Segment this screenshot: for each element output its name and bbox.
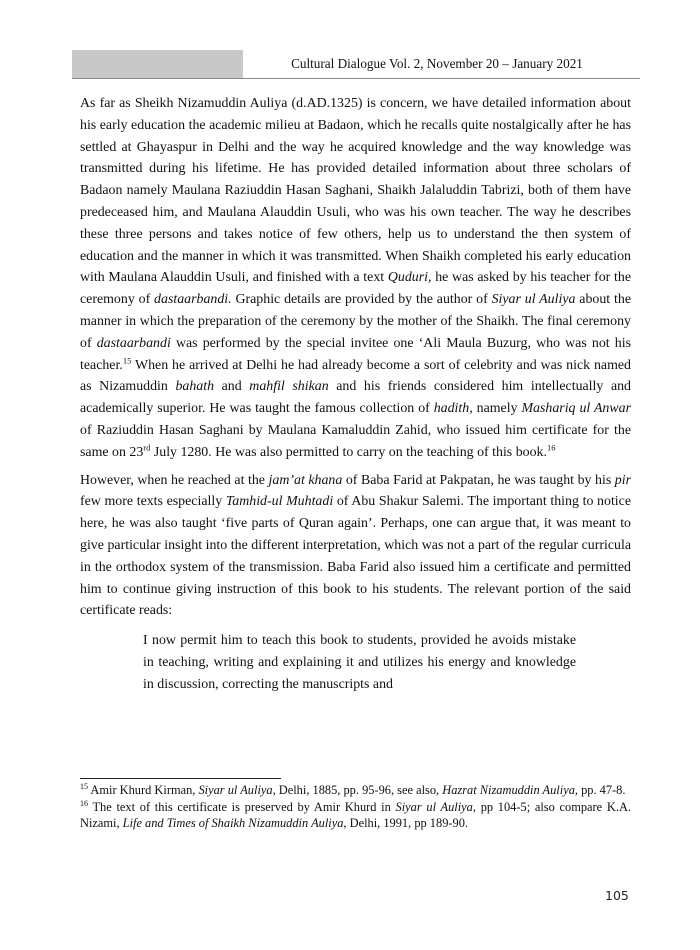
header-rule: [72, 78, 640, 79]
italic-term: bahath: [175, 379, 215, 395]
text-run: of Abu Shakur Salemi. The important thing to notice here, he was also taught ‘five parts of Quran again’. Perhaps, one can argue that, it was meant to give particular insight into the different interpretation, which was not a part of the regular curricula in the orthodox system of the transmission. Baba Farid also issued him a certificate and permitted him to continue giving instruction of this book to his students. The relevant portion of the said certificate reads:: [80, 494, 632, 619]
text-run: he was asked by his teacher for the ceremony of: [80, 270, 632, 308]
note-ref: 15: [80, 781, 88, 791]
footnote-separator: [80, 778, 281, 779]
page-number: 105: [605, 888, 629, 903]
footnote: [80, 783, 631, 798]
text-run: pp. 47-8.: [577, 783, 626, 797]
header-grey-block: [72, 50, 243, 78]
text-run: and: [214, 379, 250, 395]
running-header: Cultural Dialogue Vol. 2, November 20 – January 2021: [291, 56, 583, 71]
text-run: of Raziuddin Hasan Saghani by Maulana Kamaluddin Zahid, who issued him certificate for the same on 23: [80, 422, 631, 460]
italic-term: Siyar ul Auliya,: [198, 783, 276, 797]
text-run: Delhi, 1885, pp. 95-96, see also,: [275, 783, 443, 797]
text-run: Graphic details are provided by the author of: [231, 292, 492, 308]
italic-term: pir: [614, 472, 631, 488]
italic-term: hadith,: [433, 401, 473, 417]
text-run: When he arrived at Delhi he had already become a sort of celebrity and was nick named as Nizamuddin: [80, 357, 631, 395]
text-run: , pp 104-5; also compare K.A. Nizami,: [80, 800, 631, 830]
italic-term: Siyar ul Auliya: [491, 292, 576, 308]
body-paragraph: [80, 93, 631, 464]
italic-term: dastaarbandi.: [154, 292, 232, 308]
text-run: and his friends considered him intellectually and academically superior. He was taught the famous collection of: [80, 379, 631, 417]
text-run: , Delhi, 1991, pp 189-90.: [343, 815, 469, 830]
footnote: [80, 800, 631, 831]
italic-term: mahfil shikan: [249, 379, 329, 395]
note-ref: 15: [122, 354, 132, 365]
text-run: July 1280. He was also permitted to carry on the teaching of this book.: [150, 444, 547, 460]
italic-term: Siyar ul Auliya: [395, 800, 473, 815]
italic-term: Tamhid-ul Muhtadi: [225, 494, 334, 510]
text-run: namely: [472, 401, 522, 417]
note-ref: 16: [80, 799, 88, 809]
italic-term: Quduri,: [387, 270, 432, 286]
text-run: The text of this certificate is preserved by Amir Khurd in: [88, 800, 396, 815]
note-ref: 16: [546, 442, 556, 453]
text-run: Amir Khurd Kirman,: [88, 783, 199, 797]
italic-term: Mashariq ul Anwar: [521, 401, 631, 417]
body-paragraph: [80, 470, 631, 623]
italic-term: Hazrat Nizamuddin Auliya,: [442, 783, 578, 797]
text-run: of Baba Farid at Pakpatan, he was taught by his: [342, 472, 615, 488]
footnotes: [80, 783, 631, 833]
text-run: few more texts especially: [80, 494, 226, 510]
text-run: However, when he reached at the: [80, 472, 269, 488]
italic-term: Life and Times of Shaikh Nizamuddin Auliya: [122, 815, 344, 830]
text-run: about the manner in which the preparation of the ceremony by the mother of the Shaikh. The final ceremony of: [80, 292, 631, 351]
block-quote: I now permit him to teach this book to students, provided he avoids mistake in teaching, writing and explaining it and utilizes his energy and knowledge in discussion, correcting the manuscripts and: [143, 633, 576, 692]
text-run: was performed by the special invitee one ‘Ali Maula Buzurg, who was not his teacher.: [80, 335, 631, 373]
italic-term: jam’at khana: [268, 472, 343, 488]
text-run: As far as Sheikh Nizamuddin Auliya (d.AD.1325) is concern, we have detailed information about his early education the academic milieu at Badaon, which he recalls quite nostalgically after he has settled at Ghayaspur in Delhi and the way he acquired knowledge and the way knowledge was transmitted during his lifetime. He has provided detailed information about three scholars of Badaon namely Maulana Raziuddin Hasan Saghani, Shaikh Jalaluddin Tabrizi, both of them have predeceased him, and Maulana Alauddin Usuli, who was his own teacher. The way he describes these three persons and takes notice of few others, help us to understand the then system of education and the manner in which it was transmitted. When Shaikh completed his early education with Maulana Alauddin Usuli, and finished with a text: [80, 96, 631, 286]
note-ref: rd: [143, 442, 151, 453]
italic-term: dastaarbandi: [96, 335, 171, 351]
main-text: [80, 93, 631, 696]
